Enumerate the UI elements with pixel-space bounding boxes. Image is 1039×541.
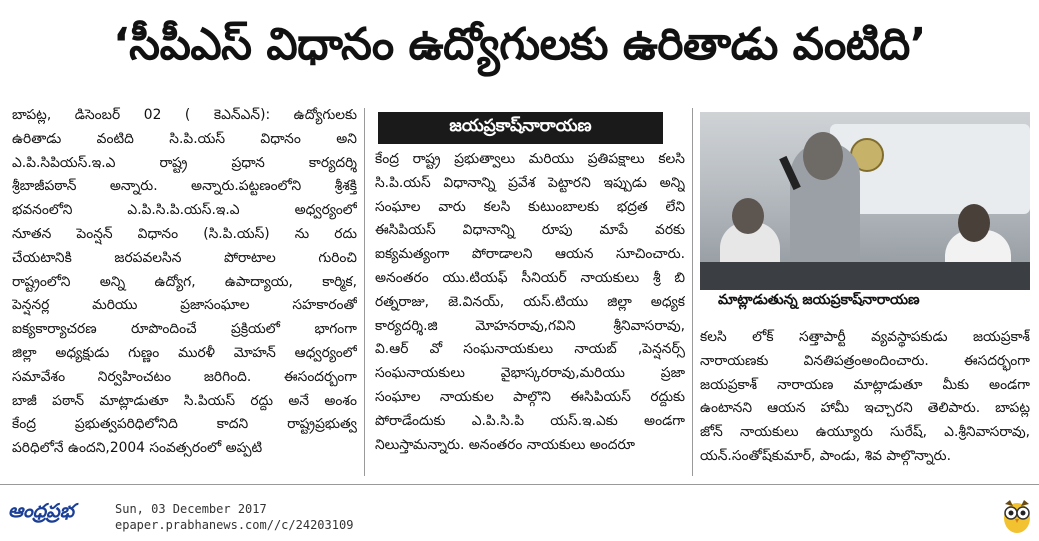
article-line: కార్యదర్శి.జి మోహనరావు,గవిని శ్రీనివాసరావు,: [375, 317, 685, 334]
column-divider: [364, 108, 365, 476]
article-line: ఎ.పి.సిపియస్.ఇ.ఎ రాష్ట్ర ప్రధాన కార్యదర్శి: [12, 154, 357, 171]
article-line: భవనంలోని ఎ.పి.సి.పి.యస్.ఇ.ఎ అధ్వర్యంలో: [12, 202, 357, 219]
article-line: కేంద్ర రాష్ట్ర ప్రభుత్వాలు మరియు ప్రతిపక్షాలు కలసి: [375, 151, 685, 167]
headline: ‘సీపీఎస్ విధానం ఉద్యోగులకు ఉరితాడు వంటిది’: [112, 19, 927, 70]
article-line: సంఘనాయకులు వైభాస్కరరావు,మరియు ప్రజా: [375, 365, 685, 382]
article-line: అనంతరం యు.టియఫ్ సీనియర్ నాయకులు శ్రీ బి: [375, 269, 685, 286]
article-line: జోన్ నాయకులు ఉయ్యూరు సురేష్, ఎ.శ్రీనివాసరావు,: [700, 424, 1030, 441]
byline-box: జయప్రకాష్‌నారాయణ: [378, 112, 663, 144]
speaker-head: [803, 132, 843, 180]
article-line: నిలుస్తామన్నారు. అనంతరం నాయకులు అందరూ: [375, 436, 635, 453]
masthead-logo: ఆంధ్రప్రభ: [8, 500, 74, 522]
article-line: రత్నరాజు, జె.వినయ్, యస్.టియు జిల్లా అధ్యక: [375, 293, 685, 310]
article-line: జిల్లా అధ్యక్షుడు గుణ్ణం మురళీ మోహన్ ఆధ్వర్యంలో: [12, 344, 357, 361]
article-line: శ్రీబాజీపఠాన్ అన్నారు. అన్నారు.పట్టణంలోని శ్రీశక్తి: [12, 178, 357, 195]
person-right-head: [958, 204, 990, 242]
article-line: ఉరితాడు వంటిది సి.పి.యస్ విధానం అని: [12, 130, 357, 147]
article-line: చేయటానికి జరపవలసిన పోరాటాల గురించి: [12, 249, 357, 266]
article-line: సంఘాల వారు కలసి కుటుంబాలకు భద్రత లేని: [375, 198, 685, 215]
article-line: ఐక్యకార్యాచరణ రూపొందించే ప్రక్రియలో భాగంగా: [12, 321, 357, 338]
article-line: సి.పి.యస్ విధానాన్ని ప్రవేశ పెట్టారని ఇప్పుడు అన్ని: [375, 174, 685, 191]
photo-caption: మాట్లాడుతున్న జయప్రకాష్‌నారాయణ: [718, 292, 920, 308]
table: [700, 262, 1030, 290]
footer-url: epaper.prabhanews.com//c/24203109: [115, 518, 354, 532]
article-photo: [700, 112, 1030, 290]
article-line: సమావేశం నిర్వహించటం జరిగింది. ఈసందర్బంగా: [12, 368, 357, 385]
article-line: ఈసిపియస్ విధానాన్ని రూపు మాపే వరకు: [375, 222, 685, 239]
article-line: రాష్ట్రంలోని అన్ని ఉద్యోగ, ఉపాద్యాయ, కార్మిక,: [12, 273, 357, 290]
article-line: వి.ఆర్ వో సంఘనాయకులు నాయబ్ ,పెన్షనర్స్: [375, 341, 685, 358]
article-line: కేంద్ర ప్రభుత్వపరిధిలోనిది కాదని రాష్ట్రప్రభుత్వ: [12, 416, 357, 433]
article-line: పరిధిలోనే ఉందని,2004 సంవత్సరంలో అప్పటి: [12, 440, 263, 457]
footer-rule: [0, 484, 1039, 485]
owl-icon: [1002, 496, 1032, 534]
article-line: పెన్షనర్ల మరియు ప్రజాసంఘాల సహకారంతో: [12, 297, 357, 314]
article-line: ఉంటానని ఆయన హామీ ఇచ్చారని తెలిపారు. బాపట్ల: [700, 400, 1030, 417]
article-line: జయప్రకాశ్ నారాయణ మాట్లాడుతూ మీకు అండగా: [700, 376, 1030, 393]
article-column-3: [700, 326, 1030, 469]
article-line: కలసి లోక్ సత్తాపార్టీ వ్యవస్థాపకుడు జయప్రకాశ్: [700, 329, 1030, 345]
article-line: నారాయణకు వినతిపత్రంఅందించారు. ఈసదర్భంగా: [700, 352, 1030, 369]
article-line: బాపట్ల, డిసెంబర్ 02 ( కెఎన్ఎన్): ఉద్యోగులకు: [12, 107, 357, 123]
footer-date: Sun, 03 December 2017: [115, 502, 267, 516]
person-left-head: [732, 198, 764, 234]
article-line: బాజీ పఠాన్ మాట్లాడుతూ సి.పియస్ రద్దు అనే అంశం: [12, 392, 357, 409]
article-line: యన్.సంతోష్‌కుమార్, పాండు, శివ పాల్గొన్నారు.: [700, 447, 951, 464]
article-line: ఐక్యమత్యంగా పోరాడాలని ఆయన సూచించారు.: [375, 246, 685, 263]
article-line: సంఘాల నాయకుల పాల్గొని ఈసిపియస్ రద్దుకు: [375, 388, 685, 405]
column-divider: [692, 108, 693, 476]
article-line: నూతన పెంన్షన్ విధానం (సి.పి.యస్) ను రదు: [12, 225, 357, 242]
article-column-2: [375, 148, 685, 457]
article-line: పోరాడేందుకు ఎ.పి.సి.పి యస్.ఇ.ఎకు అండగా: [375, 412, 685, 429]
article-column-1: [12, 104, 357, 461]
